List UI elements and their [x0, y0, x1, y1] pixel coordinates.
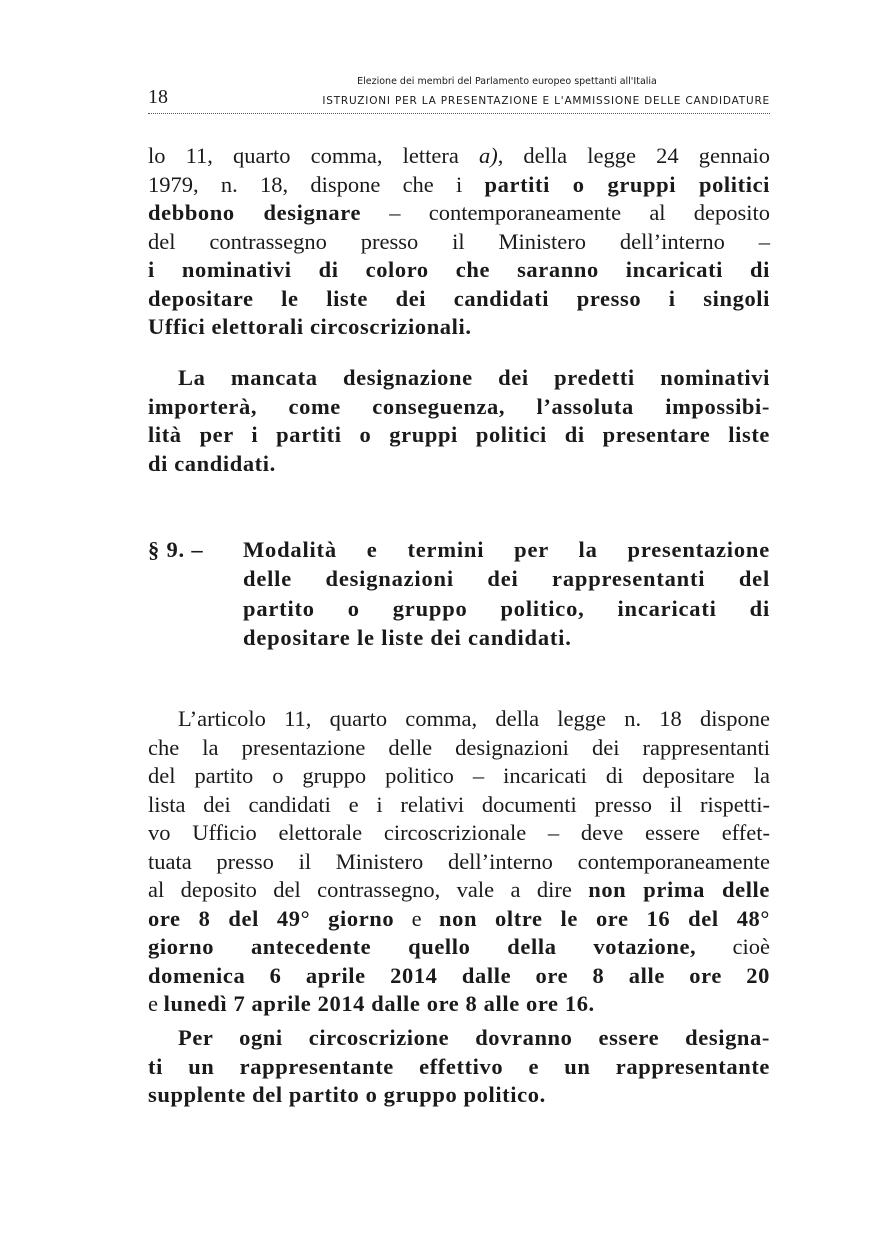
text-line [148, 142, 770, 171]
bold-text: debbono designare [148, 200, 362, 225]
text-line [148, 313, 770, 342]
text-line [148, 705, 770, 734]
section-heading [148, 535, 770, 653]
bold-text: i nominativi di coloro che saranno incaricati di [148, 257, 770, 282]
text-line [148, 1081, 770, 1110]
text-run: che la presentazione delle designazioni dei rappresentanti [148, 734, 770, 760]
text-line [148, 933, 770, 962]
text-line [148, 819, 770, 848]
bold-text: ore 8 del 49° giorno [148, 905, 395, 931]
bold-text: non prima delle [588, 877, 770, 902]
section-title-line: partito o gruppo politico, incaricati di [243, 595, 770, 621]
paragraph-article-11 [148, 705, 770, 1019]
text-line [148, 450, 770, 479]
page-number: 18 [148, 86, 168, 108]
text-line [148, 905, 770, 934]
bold-text: Uffici elettorali circoscrizionali. [148, 314, 472, 339]
text-line [148, 171, 770, 200]
text-run: e [148, 991, 164, 1016]
header-divider [148, 113, 770, 114]
bold-text: lità per i partiti o gruppi politici di presentare liste [148, 422, 770, 447]
text-line [148, 199, 770, 228]
text-run: del contrassegno presso il Ministero dell’interno – [148, 228, 770, 254]
bold-text: di candidati. [148, 450, 276, 476]
text-line [148, 285, 770, 314]
section-title-line: delle designazioni dei rappresentanti del [243, 566, 770, 592]
text-line [148, 393, 770, 422]
text-run: e [394, 905, 439, 931]
bold-text: depositare le liste dei candidati presso i singoli [148, 285, 770, 311]
bold-text: domenica 6 aprile 2014 dalle ore 8 alle ore 20 [148, 962, 770, 988]
text-run: al deposito del contrassegno, vale a dire [148, 877, 589, 902]
text-run: lista dei candidati e i relativi documenti presso il rispetti- [148, 791, 770, 817]
bold-text: ti un rappresentante effettivo e un rappresentante [148, 1053, 770, 1079]
text-run: a) [478, 143, 498, 168]
bold-text: importerà, come conseguenza, l’assoluta impossibi- [148, 393, 770, 419]
text-line [148, 364, 770, 393]
text-line [148, 421, 770, 450]
text-run: cioè [696, 934, 770, 959]
bold-text: lunedì 7 aprile 2014 dalle ore 8 alle ore 16. [163, 991, 595, 1016]
bold-text: giorno antecedente quello della votazione, [148, 934, 697, 959]
running-title: Elezione dei membri del Parlamento europeo spettanti all'Italia [357, 76, 657, 87]
text-line [148, 256, 770, 285]
paragraph-designation-requirement [148, 142, 770, 342]
text-run: 1979, n. 18, dispone che i [148, 171, 485, 197]
text-run: del partito o gruppo politico – incaricati di depositare la [148, 763, 770, 788]
section-title-line: depositare le liste dei candidati. [243, 625, 572, 651]
bold-text: Per ogni circoscrizione dovranno essere designa- [178, 1025, 770, 1050]
section-number: § 9. – [148, 537, 204, 562]
bold-text: supplente del partito o gruppo politico. [148, 1082, 546, 1107]
text-line [148, 876, 770, 905]
text-line [148, 791, 770, 820]
running-subtitle: ISTRUZIONI PER LA PRESENTAZIONE E L'AMMISSIONE DELLE CANDIDATURE [322, 95, 770, 107]
text-run: vo Ufficio elettorale circoscrizionale – deve essere effet- [148, 820, 770, 845]
text-run: tuata presso il Ministero dell’interno contemporaneamente [148, 848, 770, 874]
section-title-line: Modalità e termini per la presentazione [243, 537, 770, 562]
paragraph-representatives [148, 1024, 770, 1110]
text-line [148, 848, 770, 877]
text-line [148, 962, 770, 991]
bold-text: partiti o gruppi politici [484, 171, 771, 197]
paragraph-consequence [148, 364, 770, 478]
text-line [148, 1053, 770, 1082]
text-line [148, 762, 770, 791]
text-line [148, 734, 770, 763]
bold-text: La mancata designazione dei predetti nominativi [178, 365, 770, 390]
text-run: lo 11, quarto comma, lettera [148, 143, 479, 168]
bold-text: non oltre le ore 16 del 48° [438, 905, 770, 931]
text-line [148, 990, 770, 1019]
text-line [148, 228, 770, 257]
text-line [148, 1024, 770, 1053]
text-run: – contemporaneamente al deposito [361, 200, 771, 225]
text-run: , della legge 24 gennaio [497, 143, 770, 168]
text-run: L’articolo 11, quarto comma, della legge n. 18 dispone [178, 706, 770, 731]
